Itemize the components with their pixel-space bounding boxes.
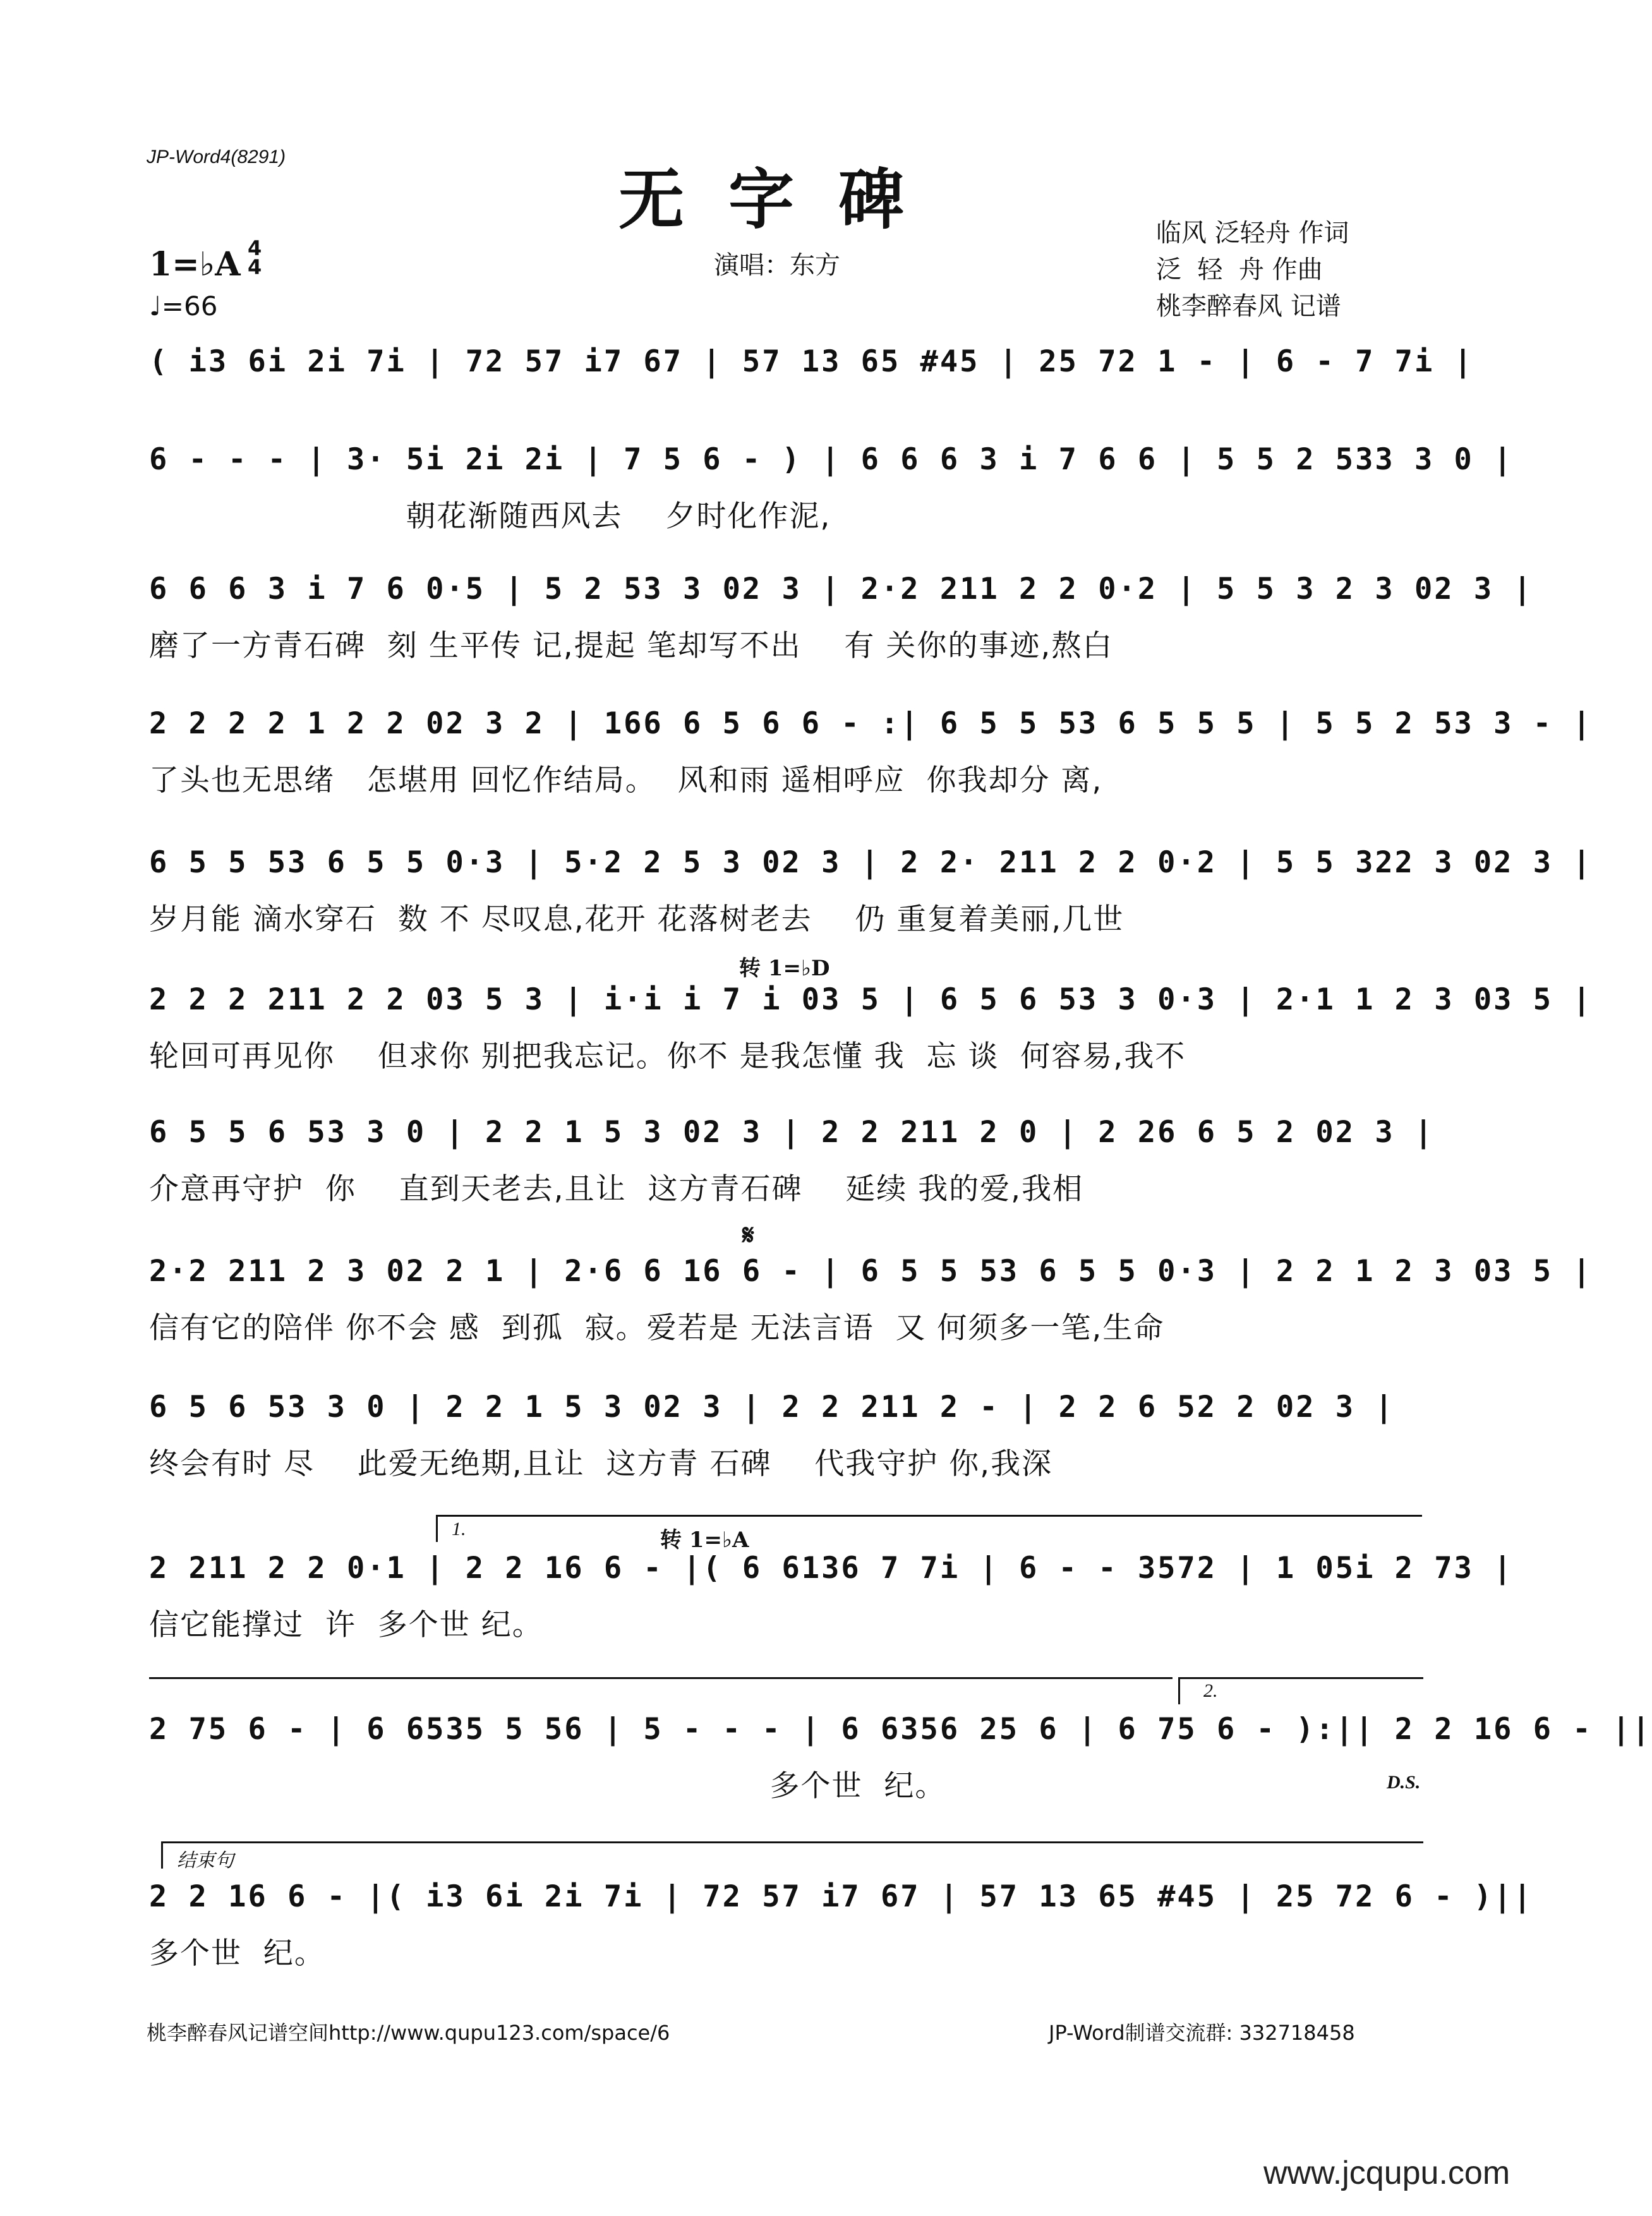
transcriber-credit: 桃李醉春风 记谱 [1156,292,1341,321]
lyrics-line: 了头也无思绪 怎堪用 回忆作结局。 风和雨 遥相呼应 你我却分 离, [149,763,1103,798]
lyrics-line: 介意再守护 你 直到天老去,且让 这方青石碑 延续 我的爱,我相 [149,1172,1084,1207]
software-label: JP-Word4(8291) [147,147,286,167]
notes-line: 2 2 2 211 2 2 03 5 3 | i·i i 7 i 03 5 | 6 5 6 53 3 0·3 | 2·1 1 2 3 03 5 | [149,982,1593,1017]
coda-bracket [161,1841,1423,1869]
first-ending-bracket [436,1515,1422,1542]
lyrics-line: 终会有时 尽 此爱无绝期,且让 这方青 石碑 代我守护 你,我深 [149,1447,1053,1481]
lyrics-line: 信它能撑过 许 多个世 纪。 [149,1608,543,1642]
composer-credit: 泛 轻 舟 作曲 [1156,255,1323,284]
tempo-marking: ♩=66 [149,291,218,322]
song-title: 无字碑 [618,160,948,238]
lyrics-line: 岁月能 滴水穿石 数 不 尽叹息,花开 花落树老去 仍 重复着美丽,几世 [149,902,1124,937]
footer-source-link: 桃李醉春风记谱空间http://www.qupu123.com/space/6 [147,2021,670,2045]
notes-line: 2 75 6 - | 6 6535 5 56 | 5 - - - | 6 6356 25 6 | 6 75 6 - ):|| 2 2 16 6 - || [149,1712,1652,1747]
key-signature: 1=♭A [149,245,241,284]
lyrics-line: 多个世 纪。 [149,1769,946,1804]
singer-credit: 演唱：东方 [714,251,840,280]
score-system-5 [149,845,1593,946]
notes-line: 6 5 5 6 53 3 0 | 2 2 1 5 3 02 3 | 2 2 211 2 0 | 2 26 6 5 2 02 3 | [149,1115,1435,1150]
score-system-12 [149,1879,1533,1980]
first-ending-label: 1. [452,1519,466,1539]
lyrics-line: 朝花渐随西风去 夕时化作泥, [149,499,831,534]
notes-line: 6 5 5 53 6 5 5 0·3 | 5·2 2 5 3 02 3 | 2 2· 211 2 2 0·2 | 5 5 322 3 02 3 | [149,845,1593,880]
lyrics-line: 信有它的陪伴 你不会 感 到孤 寂。爱若是 无法言语 又 何须多一笔,生命 [149,1311,1165,1346]
modulation-marker-a: 转 1=♭A [660,1527,749,1553]
score-system-2 [149,442,1514,543]
lyricist-credit: 临风 泛轻舟 作词 [1156,219,1349,248]
time-signature [248,236,262,279]
time-signature-top: 4 [248,236,262,260]
notes-line: 2·2 211 2 3 02 2 1 | 2·6 6 16 6 - | 6 5 5 53 6 5 5 0·3 | 2 2 1 2 3 03 5 | [149,1254,1593,1289]
notes-line: 6 5 6 53 3 0 | 2 2 1 5 3 02 3 | 2 2 211 2 - | 2 2 6 52 2 02 3 | [149,1390,1395,1424]
author-credits [1156,215,1349,325]
second-ending-label: 2. [1203,1680,1218,1701]
dal-segno-mark: D.S. [1387,1772,1421,1793]
score-system-6 [149,982,1593,1083]
modulation-marker-d: 转 1=♭D [739,956,830,981]
footer-group-info: JP-Word制谱交流群: 332718458 [1049,2021,1355,2045]
score-system-8 [149,1254,1593,1355]
score-system-3 [149,572,1533,673]
notes-line: 2 211 2 2 0·1 | 2 2 16 6 - |( 6 6136 7 7i | 6 - - 3572 | 1 05i 2 73 | [149,1551,1514,1586]
score-system-11 [149,1712,1652,1813]
score-system-7 [149,1115,1435,1216]
notes-line: 6 6 6 3 i 7 6 0·5 | 5 2 53 3 02 3 | 2·2 211 2 2 0·2 | 5 5 3 2 3 02 3 | [149,572,1533,606]
notes-line: 2 2 16 6 - |( i3 6i 2i 7i | 72 57 i7 67 | 57 13 65 #45 | 25 72 6 - )|| [149,1879,1533,1914]
lyrics-line: 多个世 纪。 [149,1936,325,1971]
notes-line: 6 - - - | 3· 5i 2i 2i | 7 5 6 - ) | 6 6 6 3 i 7 6 6 | 5 5 2 533 3 0 | [149,442,1514,477]
time-signature-bottom: 4 [248,255,262,279]
score-system-9 [149,1390,1421,1491]
lyrics-line: 磨了一方青石碑 刻 生平传 记,提起 笔却写不出 有 关你的事迹,熬白 [149,629,1114,663]
notes-line: ( i3 6i 2i 7i | 72 57 i7 67 | 57 13 65 #45 | 25 72 1 - | 6 - 7 7i | [149,344,1474,379]
notes-line: 2 2 2 2 1 2 2 02 3 2 | 166 6 5 6 6 - :| 6 5 5 53 6 5 5 5 | 5 5 2 53 3 - | [149,706,1593,741]
coda-label: 结束句 [177,1850,234,1872]
segno-sign: 𝄋 [742,1219,754,1251]
lyrics-line: 轮回可再见你 但求你 别把我忘记。你不 是我怎懂 我 忘 谈 何容易,我不 [149,1039,1186,1074]
first-ending-continuation [149,1677,1173,1679]
site-watermark: www.jcqupu.com [1263,2155,1510,2191]
score-system-1 [149,344,1474,445]
score-system-10 [149,1551,1514,1652]
score-system-4 [149,706,1593,807]
